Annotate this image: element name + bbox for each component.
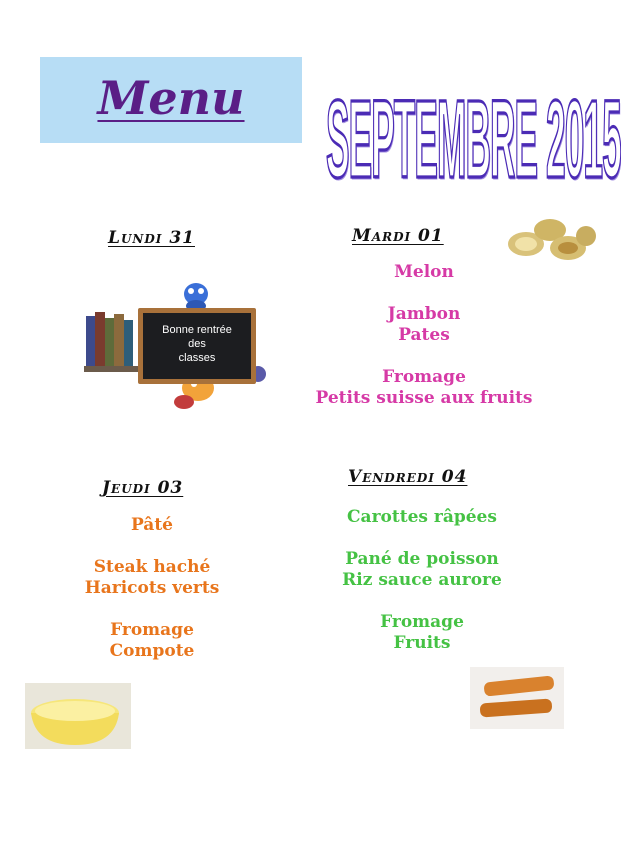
menu-item: Fromage: [382, 367, 466, 387]
compote-photo: [25, 683, 131, 749]
menu-mardi: [304, 262, 544, 409]
menu-item: Fruits: [393, 633, 451, 653]
menu-item: Melon: [394, 262, 454, 282]
menu-item: Steak haché: [93, 557, 211, 577]
title-box: [40, 57, 302, 143]
menu-item: Compote: [109, 641, 195, 661]
menu-item: Carottes râpées: [347, 507, 497, 527]
menu-vendredi: [322, 507, 522, 654]
fish-sticks-photo: [470, 667, 564, 729]
menu-item: Riz sauce aurore: [342, 570, 502, 590]
menu-item: Jambon: [387, 304, 461, 324]
menu-item: Pates: [398, 325, 450, 345]
menu-item: Pâté: [130, 515, 173, 535]
fish-sticks-icon: [470, 667, 564, 729]
day-heading-lundi: Lundi 31: [108, 228, 195, 248]
menu-item: Fromage: [380, 612, 464, 632]
chalkboard-text: Bonne rentrée des classes: [162, 324, 232, 364]
day-heading-vendredi: Vendredi 04: [348, 467, 468, 487]
melon-icon: [506, 216, 598, 264]
menu-item: Haricots verts: [84, 578, 220, 598]
day-heading-mardi: Mardi 01: [352, 226, 444, 246]
month-title: SEPTEMBRE 2015: [326, 80, 621, 202]
menu-item: Petits suisse aux fruits: [315, 388, 533, 408]
menu-item: Fromage: [110, 620, 194, 640]
compote-icon: [25, 683, 131, 749]
page-title: Menu: [97, 71, 245, 125]
melon-photo: [506, 216, 598, 264]
month-banner: [326, 80, 621, 202]
menu-item: Pané de poisson: [345, 549, 499, 569]
menu-jeudi: [52, 515, 252, 662]
chalkboard: [138, 308, 256, 384]
back-to-school-illustration: [82, 276, 274, 416]
day-heading-jeudi: Jeudi 03: [102, 478, 184, 498]
